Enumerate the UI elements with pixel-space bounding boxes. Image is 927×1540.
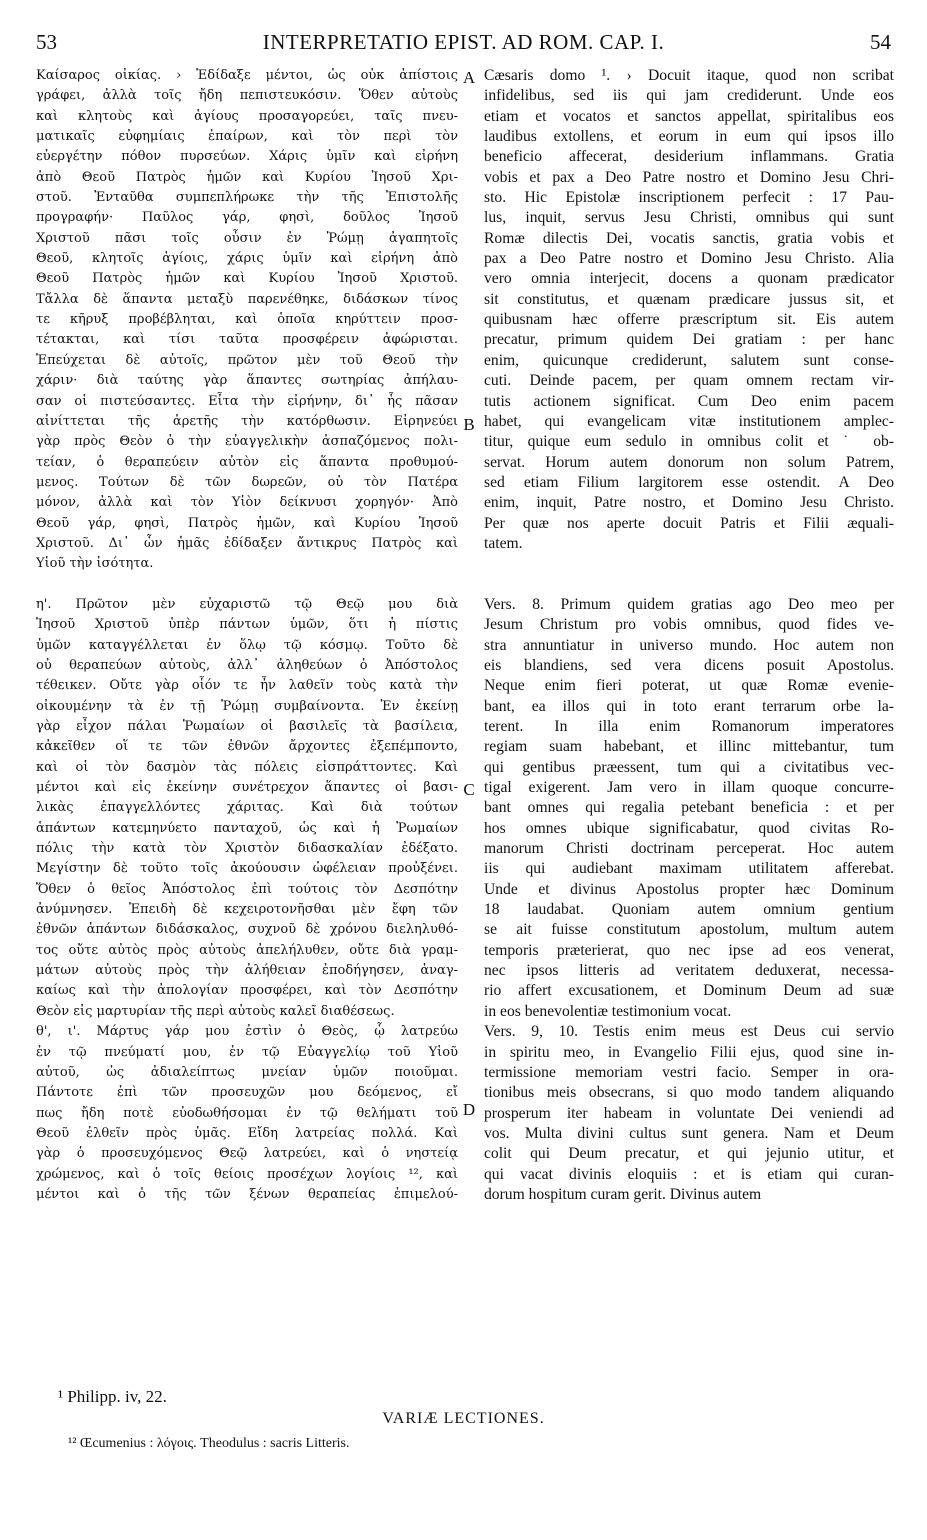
latin-text-line: in spiritu meo, in Evangelio Filii ejus, quod sine in- bbox=[484, 1043, 894, 1061]
latin-text-line: tigal exigerent. Jam vero in illam quoque concurre- bbox=[484, 779, 894, 797]
latin-text-line: in eos benevolentiæ testimonium vocat. bbox=[484, 1002, 732, 1020]
latin-text-line: stra annuntiatur in universo mundo. Hoc autem non bbox=[484, 636, 894, 654]
latin-text-line: sto. Hic Epistolæ inscriptionem perfecit : 17 Pau- bbox=[484, 189, 894, 207]
latin-text-line: qui gentibus præessent, tum qui a civitatibus vec- bbox=[484, 758, 894, 776]
greek-text-line: Ὅθεν ὁ θεῖος Ἀπόστολος ἐπὶ τούτοις τὸν Δεσπότην bbox=[36, 881, 458, 897]
greek-text-line: πόλις τὴν κατὰ τὸν Χριστὸν διδασκαλίαν ἐδέξατο. bbox=[36, 841, 458, 857]
latin-text-column bbox=[484, 66, 894, 1205]
latin-text-line: Vers. 9, 10. Testis enim meus est Deus cui servio bbox=[484, 1023, 894, 1041]
greek-text-line: ὑμῶν καταγγέλλεται ἐν ὅλῳ τῷ κόσμῳ. Τοῦτο δὲ bbox=[36, 637, 458, 653]
margin-marker-c: C bbox=[463, 780, 475, 799]
running-header bbox=[36, 30, 891, 58]
latin-text-line: hos omnes ubique significabatur, quod civitas Ro- bbox=[484, 819, 894, 837]
running-title: INTERPRETATIO EPIST. AD ROM. CAP. I. bbox=[262, 30, 665, 54]
variae-lectiones-text: ¹² Œcumenius : λόγοις. Theodulus : sacris Litteris. bbox=[68, 1436, 350, 1451]
greek-text-line: λικὰς ἐπαγγελλόντες χάριτας. Καὶ διὰ τούτων bbox=[36, 800, 458, 816]
latin-text-line: nec ipsos litteris ad veritatem deduxerat, necessa- bbox=[484, 962, 894, 980]
greek-text-line: πως ἤδη ποτὲ εὐοδωθήσομαι ἐν τῷ θελήματι τοῦ bbox=[36, 1105, 458, 1121]
latin-text-line: Vers. 8. Primum quidem gratias ago Deo meo per bbox=[484, 595, 894, 613]
latin-text-line: manorum Christi doctrinam perceperat. Hoc autem bbox=[484, 840, 894, 858]
latin-text-line: Cæsaris domo ¹. › Docuit itaque, quod non scribat bbox=[484, 67, 894, 84]
greek-text-line: γὰρ εἶχον πάλαι Ῥωμαίων οἱ βασιλεῖς τὰ βασίλεια, bbox=[36, 719, 458, 734]
latin-text-line: sed etiam Filium largitorem esse ostendit. A Deo bbox=[484, 473, 894, 491]
greek-text-line: αὐτοῦ, ὡς ἀδιαλείπτως μνείαν ὑμῶν ποιοῦμαι. bbox=[36, 1064, 458, 1080]
latin-text-line: tatem. bbox=[484, 534, 523, 552]
greek-text-line: Θεοῦ, κλητοῖς ἁγίοις, χάρις ὑμῖν καὶ εἰρήνη ἀπὸ bbox=[36, 251, 458, 267]
latin-text-line: quibusnam hæc offerre præscriptum sit. Eis autem bbox=[484, 311, 894, 329]
greek-text-line: γράφει, ἀλλὰ τοῖς ἤδη πεπιστευκόσιν. Ὅθεν αὐτοὺς bbox=[36, 88, 458, 104]
greek-text-line: τείαν, ὁ θεραπεύειν αὐτὸν εἰς ἅπαντα προθυμού- bbox=[36, 454, 458, 470]
latin-text-line: vos. Multa divini cultus sunt genera. Nam et Deum bbox=[484, 1124, 894, 1142]
greek-text-line: Θεοῦ Πατρὸς ἡμῶν καὶ Κυρίου Ἰησοῦ Χριστοῦ. bbox=[36, 271, 458, 287]
greek-text-line: ἐν τῷ πνεύματί μου, ἐν τῷ Εὐαγγελίῳ τοῦ Υἱοῦ bbox=[36, 1044, 458, 1060]
greek-text-line: μέντοι καὶ ὁ τῆς τῶν ξένων θεραπείας ἐπιμελού- bbox=[36, 1186, 458, 1202]
greek-text-line: ἀνύμνησεν. Ἐπειδὴ δὲ κεχειροτονῆσθαι μὲν ἔφη τῶν bbox=[36, 902, 458, 918]
paragraph-gap bbox=[36, 575, 458, 595]
latin-text-line: precatur, primum quidem Dei gratiam : per hanc bbox=[484, 331, 894, 349]
greek-text-line: Ἰησοῦ Χριστοῦ ὑπὲρ πάντων ὑμῶν, ὅτι ἡ πίστις bbox=[36, 617, 458, 633]
latin-text-line: enim, quicunque crediderunt, salutem sunt conse- bbox=[484, 351, 894, 369]
paragraph-gap bbox=[484, 554, 894, 574]
latin-text-line: sit constitutus, et quænam prædicare jussus sit, et bbox=[484, 290, 894, 308]
margin-marker-d: D bbox=[462, 1100, 476, 1119]
greek-text-line: Ἐπεύχεται δὲ αὐτοῖς, πρῶτον μὲν τοῦ Θεοῦ τὴν bbox=[36, 352, 458, 368]
latin-text-line: tionibus meis obsecrans, si quo modo tandem aliquando bbox=[484, 1084, 894, 1102]
latin-text-line: Romæ dilectis Dei, vocatis sanctis, gratia vobis et bbox=[484, 229, 894, 247]
latin-text-line: cuti. Deinde pacem, per quam omnem rectam vir- bbox=[484, 372, 894, 390]
greek-text-column bbox=[36, 66, 458, 1205]
latin-text-line: temporis præterierat, quo nec ipse ad eos venerat, bbox=[484, 941, 894, 959]
latin-text-line: bant omnes qui regalia petebant beneficia : et per bbox=[484, 799, 894, 817]
greek-text-line: στοῦ. Ἐνταῦθα συμπεπλήρωκε τὴν τῆς Ἐπιστολῆς bbox=[36, 190, 458, 206]
greek-text-line: Χριστοῦ. Δι᾽ ὧν ἡμᾶς ἐδίδαξεν ἄντικρυς Πατρὸς καὶ bbox=[36, 535, 458, 551]
paragraph-gap bbox=[484, 575, 894, 595]
greek-text-line: Χριστοῦ πᾶσι τοῖς οὖσιν ἐν Ῥώμῃ ἀγαπητοῖς bbox=[36, 230, 458, 246]
greek-text-line: οἰκουμένην τὰ ἐν τῇ Ῥώμῃ συμβαίνοντα. Ἐν ἐκείνῃ bbox=[36, 698, 458, 714]
latin-text-line: enim, inquit, Patre nostro, et Domino Jesu Christo. bbox=[484, 494, 894, 512]
greek-text-line: Θεὸν εἰς μαρτυρίαν τῆς περὶ αὐτοὺς καλεῖ διαθέσεως. bbox=[36, 1003, 395, 1019]
greek-text-line: Τἄλλα δὲ ἅπαντα μεταξὺ παρενέθηκε, διδάσκων τίνος bbox=[36, 291, 458, 307]
latin-text-line: termissione memoriam vestri facio. Semper in ora- bbox=[484, 1063, 894, 1081]
margin-marker-b: B bbox=[463, 415, 475, 434]
latin-text-line: etiam et vocatos et sanctos appellat, spiritalibus eos bbox=[484, 107, 894, 125]
greek-text-line: Πάντοτε ἐπὶ τῶν προσευχῶν μου δεόμενος, εἴ bbox=[36, 1085, 458, 1101]
latin-text-line: se ait fuisse constitutum apostolum, multum autem bbox=[484, 921, 894, 939]
latin-text-line: terent. In illa enim Romanorum imperatores bbox=[484, 718, 894, 735]
latin-text-line: Unde et divinus Apostolus propter hæc Dominum bbox=[484, 880, 894, 898]
greek-text-line: ἐθνῶν ἁπάντων διδάσκαλος, συχνοῦ δὲ χρόνου διεληλυθό- bbox=[36, 922, 458, 938]
page-number-left: 53 bbox=[36, 30, 57, 54]
latin-text-line: Per quæ nos aperte docuit Patris et Filii æquali- bbox=[484, 514, 894, 532]
latin-text-line: iis qui audiebant maximam utilitatem afferebat. bbox=[484, 860, 894, 878]
greek-text-line: κἀκεῖθεν οἵ τε τῶν ἐθνῶν ἄρχοντες ἐξεπέμποντο, bbox=[36, 739, 458, 755]
greek-text-line: Υἱοῦ τὴν ἰσότητα. bbox=[36, 556, 154, 572]
greek-text-line: τε κῆρυξ προβέβληται, καὶ ὁποῖα κηρύττειν προσ- bbox=[36, 312, 458, 328]
greek-text-line: εὐεργέτην πόθον πυρσεύων. Χάρις ὑμῖν καὶ εἰρήνη bbox=[36, 149, 458, 165]
latin-text-line: tutis actionem significat. Cum Deo enim pacem bbox=[484, 392, 894, 410]
greek-text-line: Μεγίστην δὲ τοῦτο τοῖς ἀκούουσιν ὠφέλειαν προὐξένει. bbox=[36, 861, 458, 877]
latin-text-line: beneficio affecerat, desiderium inflammans. Gratia bbox=[484, 148, 894, 166]
greek-text-line: τέθεικεν. Οὔτε γὰρ οἷόν τε ἦν λαθεῖν τοὺς κατὰ τὴν bbox=[36, 678, 458, 694]
latin-text-line: 18 laudabat. Quoniam autem omnium gentium bbox=[484, 901, 894, 919]
latin-text-line: dorum hospitum curam gerit. Divinus autem bbox=[484, 1185, 762, 1203]
greek-text-line: η'. Πρῶτον μὲν εὐχαριστῶ τῷ Θεῷ μου διὰ bbox=[36, 596, 458, 612]
latin-text-line: regiam suam habebant, et illinc mittebantur, tum bbox=[484, 738, 894, 756]
greek-text-line: θ', ι'. Μάρτυς γάρ μου ἐστὶν ὁ Θεὸς, ᾧ λατρεύω bbox=[36, 1024, 458, 1040]
greek-text-line: γὰρ ὁ προσευχόμενος Θεῷ λατρεύει, καὶ ὁ νηστείᾳ bbox=[36, 1146, 458, 1162]
greek-text-line: ἀπὸ Θεοῦ Πατρὸς ἡμῶν καὶ Κυρίου Ἰησοῦ Χρι- bbox=[36, 169, 458, 185]
page-number-right: 54 bbox=[870, 30, 891, 54]
greek-text-line: μέντοι καὶ εἰς ἐκείνην συνέτρεχον ἅπαντες οἱ βασι- bbox=[36, 780, 458, 796]
greek-text-line: τέτακται, καὶ τίσι ταῦτα προσφέρειν ἀφώρισται. bbox=[36, 332, 458, 348]
latin-text-line: colit qui Deum precatur, et qui jejunio utitur, et bbox=[484, 1145, 894, 1163]
latin-text-line: habet, qui evangelicam vitæ institutionem amplec- bbox=[484, 412, 894, 430]
latin-text-line: Neque enim fieri poterat, ut quæ Romæ evenie- bbox=[484, 677, 894, 695]
latin-text-line: bant, ea illos qui in toto erant terrarum orbe la- bbox=[484, 697, 894, 715]
greek-text-line: προγραφήν· Παῦλος γάρ, φησὶ, δοῦλος Ἰησοῦ bbox=[36, 210, 458, 226]
greek-text-line: μάτων αὐτοὺς πρὸς τὴν ἀλήθειαν ἐποδήγησεν, ἀναγ- bbox=[36, 963, 458, 979]
variae-lectiones-heading: VARIÆ LECTIONES. bbox=[382, 1410, 545, 1427]
greek-text-line: Θεοῦ γάρ, φησὶ, Πατρὸς ἡμῶν, καὶ Κυρίου Ἰησοῦ bbox=[36, 515, 458, 531]
latin-text-line: prosperum iter habeam in voluntate Dei veniendi ad bbox=[484, 1104, 894, 1122]
greek-text-line: οὐ θεραπεύων αὐτοὺς, ἀλλ᾽ ἀληθεύων ὁ Ἀπόστολος bbox=[36, 657, 458, 673]
greek-text-line: καίως καὶ τὴν ἀπολογίαν προσφέρει, καὶ τὸν Δεσπότην bbox=[36, 983, 458, 999]
latin-text-line: vobis et pax a Deo Patre nostro et Domino Jesu Chri- bbox=[484, 168, 894, 186]
latin-text-line: qui vacat divinis eloquiis : et is etiam qui curan- bbox=[484, 1165, 894, 1183]
latin-text-line: Jesum Christum pro vobis omnibus, quod fides ve- bbox=[484, 616, 894, 634]
greek-text-line: Καίσαρος οἰκίας. › Ἐδίδαξε μέντοι, ὡς οὐκ ἀπίστοις bbox=[36, 68, 458, 83]
greek-text-line: ἁπάντων κατεμηνύετο πανταχοῦ, ὡς καὶ ἡ Ῥωμαίων bbox=[36, 820, 458, 836]
greek-text-line: Θεοῦ ἐλθεῖν πρὸς ὑμᾶς. Εἴδη λατρείας πολλά. Καὶ bbox=[36, 1125, 458, 1141]
greek-text-line: καὶ κλητοὺς καὶ ἁγίους προσαγορεύει, ταῖς πνευ- bbox=[36, 108, 458, 124]
greek-text-line: γὰρ πρὸς Θεὸν ὁ τὴν εὐαγγελικὴν ἀσπαζόμενος πολι- bbox=[36, 434, 458, 450]
latin-text-line: eis blandiens, sed vera dicens posuit Apostolus. bbox=[484, 656, 894, 674]
latin-text-line: titur, quique eum sedulo in omnibus colit et ˙ ob- bbox=[484, 433, 894, 451]
latin-text-line: infidelibus, sed iis qui jam crediderunt. Unde eos bbox=[484, 87, 894, 105]
greek-text-line: αἰνίττεται τῆς ἀρετῆς τὴν κατόρθωσιν. Εἰρηνεύει bbox=[36, 413, 458, 429]
latin-text-line: rio affert excusationem, et Dominum Deum ad suæ bbox=[484, 982, 894, 1000]
greek-text-line: μενος. Τούτων δὲ τῶν δωρεῶν, οὐ τὸν Πατέρα bbox=[36, 474, 458, 490]
latin-text-line: pax a Deo Patre nostro et Domino Jesu Christo. Alia bbox=[484, 250, 894, 268]
margin-marker-a: A bbox=[462, 68, 476, 87]
greek-text-line: ματικαῖς εὐφημίαις ἐπαίρων, καὶ τὸν περὶ τὸν bbox=[36, 129, 458, 145]
latin-text-line: laudibus extollens, et eorum in eum qui ipsos illo bbox=[484, 128, 894, 146]
latin-text-line: servat. Horum autem donorum non solum Patrem, bbox=[484, 453, 894, 471]
greek-text-line: τος οὔτε αὐτὸς πρὸς αὐτοὺς ἀπελήλυθεν, οὔτε διὰ γραμ- bbox=[36, 942, 458, 958]
latin-text-line: vero omnia interjecit, docens a quonam prædicator bbox=[484, 270, 894, 288]
greek-text-line: σαν οἱ πιστεύσαντες. Εἶτα τὴν εἰρήνην, δι᾽ ἧς πᾶσαν bbox=[36, 393, 458, 409]
greek-text-line: καὶ οἱ τὸν δασμὸν τὰς πόλεις εἰσπράττοντες. Καὶ bbox=[36, 759, 458, 775]
footnote: ¹ Philipp. iv, 22. bbox=[58, 1387, 167, 1406]
latin-text-line: lus, inquit, servus Jesu Christi, omnibus qui sunt bbox=[484, 209, 894, 227]
greek-text-line: χρώμενος, καὶ ὁ τοῖς θείοις προσέχων λογίοις ¹², καὶ bbox=[36, 1166, 458, 1182]
greek-text-line: χάριν· διὰ ταύτης γὰρ ἅπαντες σωτηρίας ἀπήλαυ- bbox=[36, 373, 458, 389]
greek-text-line: μόνον, ἀλλὰ καὶ τὸν Υἱὸν δείκνυσι χορηγόν· Ἀπὸ bbox=[36, 495, 458, 511]
